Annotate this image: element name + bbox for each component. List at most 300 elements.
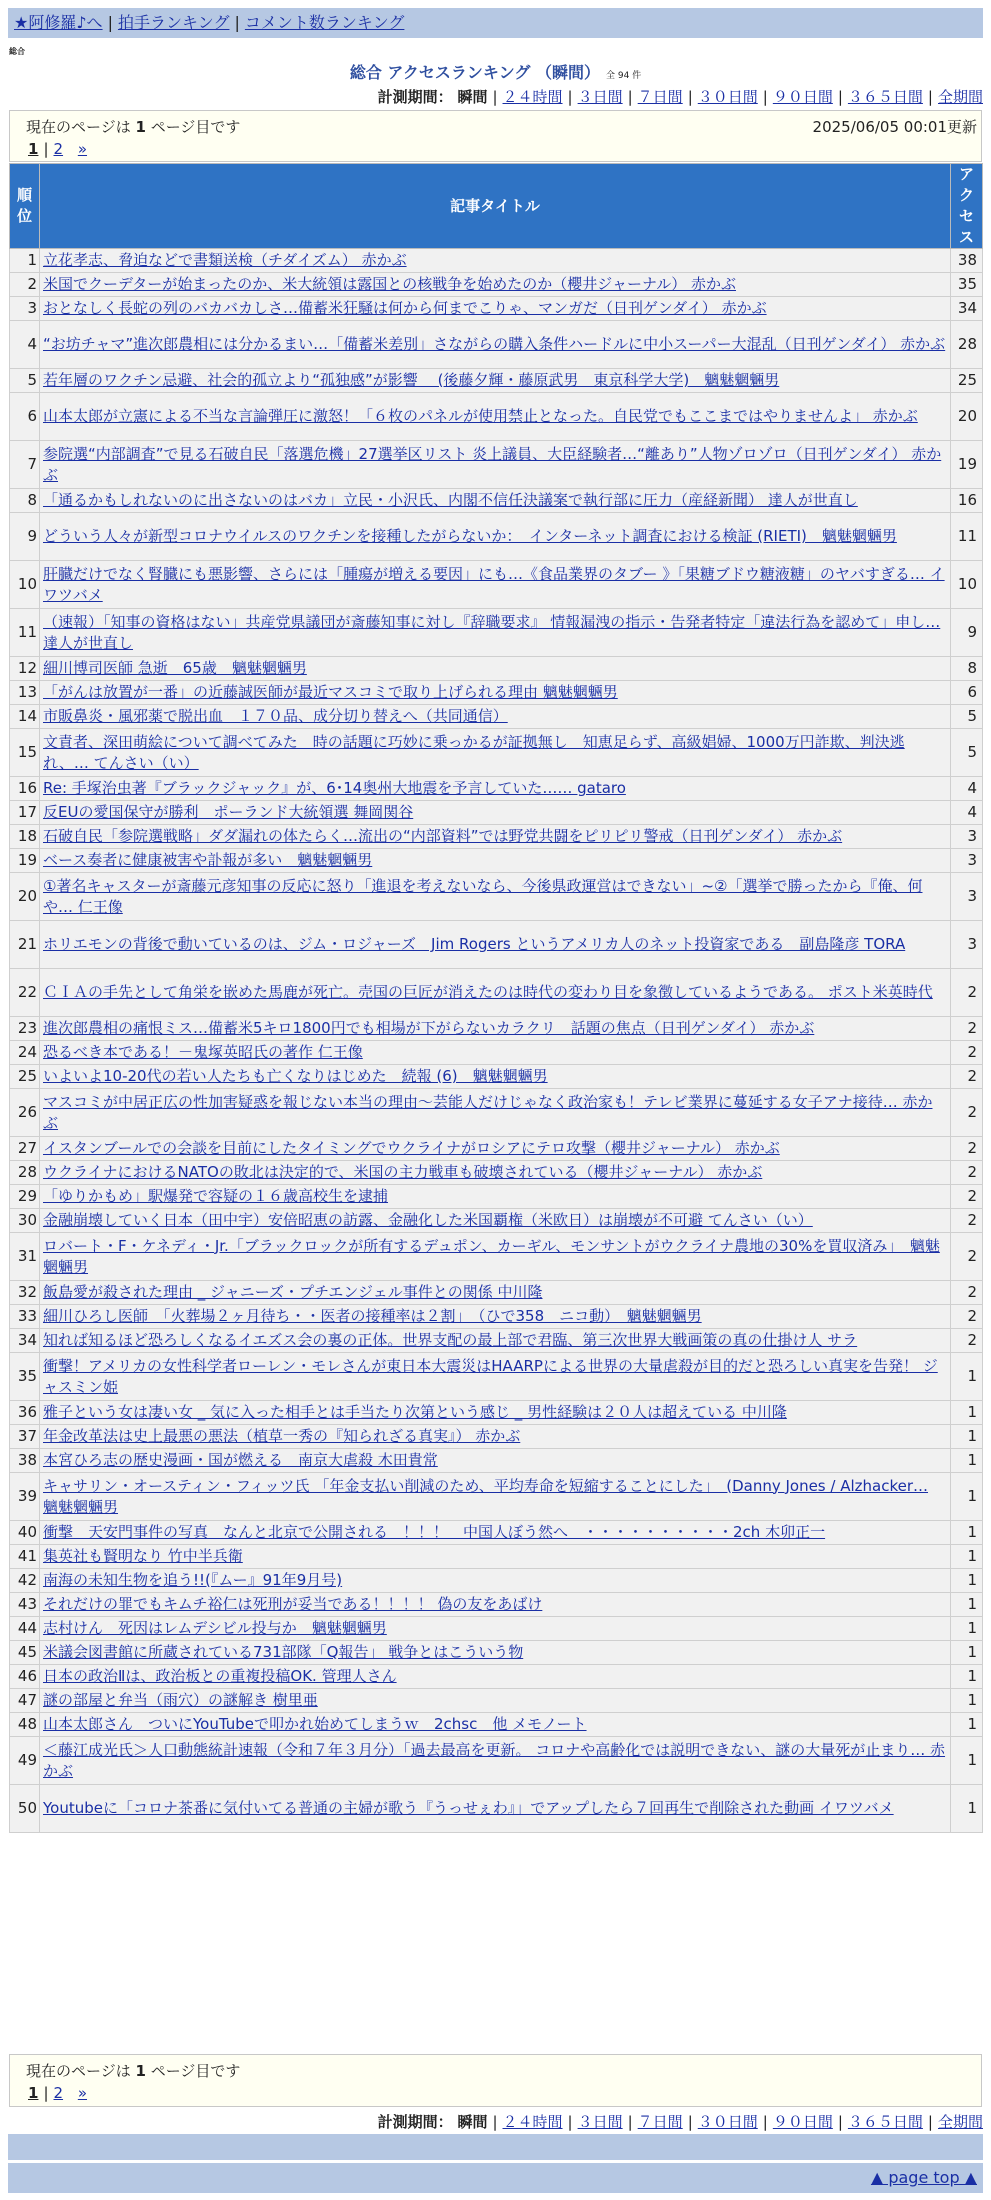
pagination-top: 1 | 2 » [28,140,88,158]
access-count: 5 [951,729,983,777]
rank-number: 41 [10,1545,40,1569]
table-row [10,1233,983,1281]
access-count: 4 [951,801,983,825]
rank-number: 42 [10,1569,40,1593]
access-count: 1 [951,1401,983,1425]
article-title-link[interactable]: 衝撃！アメリカの女性科学者ローレン・モレさんが東日本大震災はHAARPによる世界の大量虐殺が目的だと恐ろしい真実を告発！ ジャスミン姫 [43,1356,938,1396]
access-count: 38 [951,249,983,273]
pagination-bottom: 1 | 2 » [28,2084,88,2102]
article-title-cell [40,1545,951,1569]
article-title-link[interactable]: 肝臓だけでなく腎臓にも悪影響、さらには「腫瘍が増える要因」にも…《食品業界のタブー 》「果糖ブドウ糖液糖」のヤバすぎる… イワツバメ [43,564,945,604]
article-title-link[interactable]: 雅子という女は凄い女 _ 気に入った相手とは手当たり次第という感じ _ 男性経験は２０人は超えている 中川隆 [43,1403,787,1421]
table-row [10,681,983,705]
article-title-link[interactable]: 「がんは放置が一番」の近藤誠医師が最近マスコミで取り上げられる理由 魑魅魍魎男 [43,683,618,701]
period-link-all[interactable]: 全期間 [937,2113,983,2131]
access-count: 1 [951,1617,983,1641]
article-title-cell [40,1353,951,1401]
table-row [10,1665,983,1689]
access-count: 9 [951,609,983,657]
access-count: 2 [951,1137,983,1161]
rank-number: 29 [10,1185,40,1209]
nav-separator: | [234,13,240,32]
article-title-cell [40,1593,951,1617]
period-link-90d[interactable]: ９０日間 [772,88,833,106]
table-row [10,1593,983,1617]
table-row [10,657,983,681]
article-title-cell [40,273,951,297]
period-label: 計測期間： [377,2113,453,2131]
article-title-link[interactable]: 細川博司医師 急逝 65歳 魑魅魍魎男 [43,659,307,677]
article-title-cell [40,1305,951,1329]
table-row [10,1281,983,1305]
rank-number: 40 [10,1521,40,1545]
access-count: 1 [951,1569,983,1593]
access-count: 10 [951,561,983,609]
article-title-cell [40,705,951,729]
article-title-link[interactable]: 「ゆりかもめ」駅爆発で容疑の１６歳高校生を逮捕 [43,1187,389,1205]
table-row [10,1161,983,1185]
rank-number: 50 [10,1785,40,1833]
period-link-24h[interactable]: ２４時間 [502,88,563,106]
table-row [10,1329,983,1353]
article-title-cell [40,1017,951,1041]
article-title-link[interactable]: 反EUの愛国保守が勝利 ポーランド大統領選 舞岡関谷 [43,803,414,821]
nav-link-applause-ranking[interactable]: 拍手ランキング [117,13,230,32]
table-row [10,1473,983,1521]
article-title-link[interactable]: 謎の部屋と弁当（雨穴）の謎解き 樹里亜 [43,1691,318,1709]
rank-number: 44 [10,1617,40,1641]
table-row [10,1689,983,1713]
article-title-link[interactable]: “お坊チャマ”進次郎農相には分かるまい…「備蓄米差別」さながらの購入条件ハードルに中小スーパー大混乱（日刊ゲンダイ） 赤かぶ [43,335,946,353]
rank-number: 14 [10,705,40,729]
article-title-cell [40,921,951,969]
table-row [10,441,983,489]
rank-number: 12 [10,657,40,681]
rank-number: 47 [10,1689,40,1713]
article-title-cell [40,1785,951,1833]
current-page-number: 1 [135,2062,146,2080]
period-link-3d[interactable]: ３日間 [577,88,623,106]
rank-number: 18 [10,825,40,849]
rank-number: 21 [10,921,40,969]
article-title-link[interactable]: 立花孝志、脅迫などで書類送検（チダイズム） 赤かぶ [43,251,407,269]
period-selector-top: 計測期間： 瞬間 | ２４時間 | ３日間 | ７日間 | ３０日間 | ９０日間 | ３６５日間 | 全期間 [377,88,983,106]
page-info-text: 現在のページは 1 ページ目です [26,2062,241,2080]
page-link-2[interactable]: 2 [53,2084,64,2102]
rank-number: 25 [10,1065,40,1089]
access-count: 35 [951,273,983,297]
access-count: 5 [951,705,983,729]
article-title-link[interactable]: 恐るべき本である！－鬼塚英昭氏の著作 仁王像 [43,1043,363,1061]
period-link-365d[interactable]: ３６５日間 [847,2113,923,2131]
rank-number: 33 [10,1305,40,1329]
table-row [10,1449,983,1473]
table-row [10,1089,983,1137]
table-row [10,1521,983,1545]
table-row [10,489,983,513]
rank-number: 23 [10,1017,40,1041]
article-title-cell [40,441,951,489]
rank-number: 20 [10,873,40,921]
access-count: 2 [951,1185,983,1209]
article-title-link[interactable]: 進次郎農相の痛恨ミス…備蓄米5キロ1800円でも相場が下がらないカラクリ 話題の焦点（日刊ゲンダイ） 赤かぶ [43,1019,815,1037]
article-title-cell [40,777,951,801]
total-count: 全 94 件 [606,71,642,81]
nav-separator: | [107,13,113,32]
rank-number: 45 [10,1641,40,1665]
access-count: 1 [951,1641,983,1665]
rank-number: 3 [10,297,40,321]
article-title-cell [40,681,951,705]
article-title-cell [40,1473,951,1521]
access-count: 2 [951,1281,983,1305]
table-row [10,369,983,393]
table-row [10,705,983,729]
table-row [10,729,983,777]
article-title-link[interactable]: イスタンブールでの会談を目前にしたタイミングでウクライナがロシアにテロ攻撃（櫻井ジャーナル） 赤かぶ [43,1139,780,1157]
rank-number: 9 [10,513,40,561]
article-title-cell [40,609,951,657]
article-title-cell [40,1233,951,1281]
article-title-link[interactable]: ロバート・F・ケネディ・Jr.「ブラックロックが所有するデュポン、カーギル、モンサントがウクライナ農地の30%を買収済み」 魑魅魍魎男 [43,1236,940,1276]
footer-bar [8,2134,983,2160]
article-title-link[interactable]: ＜藤江成光氏＞人口動態統計速報（令和７年３月分）「過去最高を更新。 コロナや高齢化では説明できない、謎の大量死が止まり… 赤かぶ [43,1740,946,1780]
access-count: 4 [951,777,983,801]
rank-number: 15 [10,729,40,777]
footer-pagetop-bar [8,2163,983,2193]
article-title-cell [40,1185,951,1209]
article-title-link[interactable]: 衝撃 天安門事件の写真 なんと北京で公開される ！！！ 中国人ぼう然へ ・・・・・・・・・・2ch 木卯正一 [43,1523,826,1541]
period-selector-bottom: 計測期間： 瞬間 | ２４時間 | ３日間 | ７日間 | ３０日間 | ９０日間 | ３６５日間 | 全期間 [377,2113,983,2131]
article-title-cell [40,393,951,441]
access-count: 2 [951,1161,983,1185]
access-count: 3 [951,825,983,849]
article-title-link[interactable]: 米議会図書館に所蔵されている731部隊「Q報告」 戦争とはこういう物 [43,1643,524,1661]
access-count: 1 [951,1689,983,1713]
table-row [10,777,983,801]
article-title-link[interactable]: 飯島愛が殺された理由 _ ジャニーズ・プチエンジェル事件との関係 中川隆 [43,1283,543,1301]
header-access: アクセス [951,164,983,249]
article-title-link[interactable]: ホリエモンの背後で動いているのは、ジム・ロジャーズ Jim Rogers というアメリカ人のネット投資家である 副島隆彦 TORA [43,935,906,953]
article-title-link[interactable]: 知れば知るほど恐ろしくなるイエズス会の裏の正体。世界支配の最上部で君臨、第三次世界大戦画策の真の仕掛け人 サラ [43,1331,858,1349]
article-title-link[interactable]: キャサリン・オースティン・フィッツ氏 「年金支払い削減のため、平均寿命を短縮することにした」 (Danny Jones / Alzhacker… 魑魅魍魎男 [43,1476,929,1516]
table-row [10,297,983,321]
article-title-cell [40,369,951,393]
period-link-7d[interactable]: ７日間 [637,88,683,106]
article-title-cell [40,1137,951,1161]
page-next-link[interactable]: » [77,2084,88,2102]
access-count: 34 [951,297,983,321]
rank-number: 19 [10,849,40,873]
rank-number: 26 [10,1089,40,1137]
rank-number: 5 [10,369,40,393]
table-row [10,1353,983,1401]
access-count: 1 [951,1545,983,1569]
access-count: 16 [951,489,983,513]
article-title-cell [40,849,951,873]
article-title-cell [40,1089,951,1137]
table-row [10,1569,983,1593]
access-count: 1 [951,1353,983,1401]
current-page-number: 1 [135,118,146,136]
page-link-1: 1 [28,140,39,158]
rank-number: 43 [10,1593,40,1617]
table-row [10,393,983,441]
header-title: 記事タイトル [40,164,951,249]
article-title-cell [40,1737,951,1785]
article-title-cell [40,801,951,825]
period-link-90d[interactable]: ９０日間 [772,2113,833,2131]
page-info-top [9,110,982,162]
article-title-link[interactable]: 市販鼻炎・風邪薬で脱出血 １７０品、成分切り替えへ（共同通信） [43,707,508,725]
table-row [10,801,983,825]
article-title-link[interactable]: 志村けん 死因はレムデシビル投与か 魑魅魍魎男 [43,1619,387,1637]
table-row [10,921,983,969]
period-link-3d[interactable]: ３日間 [577,2113,623,2131]
rank-number: 11 [10,609,40,657]
access-count: 2 [951,1233,983,1281]
article-title-cell [40,1641,951,1665]
article-title-cell [40,657,951,681]
rank-number: 34 [10,1329,40,1353]
article-title-cell [40,297,951,321]
access-count: 2 [951,1209,983,1233]
ranking-table-body [10,249,983,1833]
access-count: 1 [951,1425,983,1449]
article-title-link[interactable]: ①著名キャスターが斎藤元彦知事の反応に怒り「進退を考えないなら、今後県政運営はできない」~②「選挙で勝ったから『俺、何や… 仁王像 [43,876,923,916]
table-row [10,273,983,297]
article-title-link[interactable]: 集英社も賢明なり 竹中半兵衛 [43,1547,243,1565]
table-row [10,1401,983,1425]
article-title-link[interactable]: 日本の政治Ⅱは、政治板との重複投稿OK. 管理人さん [43,1667,397,1685]
access-count: 2 [951,1065,983,1089]
article-title-link[interactable]: 「通るかもしれないのに出さないのはバカ」立民・小沢氏、内閣不信任決議案で執行部に圧力（産経新聞） 達人が世直し [43,491,858,509]
header-rank: 順位 [10,164,40,249]
period-link-24h[interactable]: ２４時間 [502,2113,563,2131]
article-title-cell [40,1161,951,1185]
article-title-cell [40,249,951,273]
rank-number: 7 [10,441,40,489]
article-title-cell [40,1569,951,1593]
article-title-cell [40,1713,951,1737]
table-row [10,873,983,921]
article-title-link[interactable]: 米国でクーデターが始まったのか、米大統領は露国との核戦争を始めたのか（櫻井ジャーナル） 赤かぶ [43,275,736,293]
article-title-cell [40,969,951,1017]
article-title-link[interactable]: 金融崩壊していく日本（田中宇）安倍昭恵の訪露、金融化した米国覇権（米欧日）は崩壊が不可避 てんさい（い） [43,1211,813,1229]
rank-number: 10 [10,561,40,609]
article-title-link[interactable]: 南海の未知生物を追う!!(『ムー』91年9月号) [43,1571,343,1589]
article-title-cell [40,321,951,369]
article-title-link[interactable]: （速報）「知事の資格はない」共産党県議団が斎藤知事に対し『辞職要求』 情報漏洩の指示・告発者特定「違法行為を認めて」申し… 達人が世直し [43,612,941,652]
access-count: 25 [951,369,983,393]
article-title-cell [40,1209,951,1233]
table-row [10,321,983,369]
rank-number: 24 [10,1041,40,1065]
table-row [10,825,983,849]
rank-number: 39 [10,1473,40,1521]
table-row [10,1137,983,1161]
article-title-link[interactable]: 文責者、深田萌絵について調べてみた 時の話題に巧妙に乗っかるが証拠無し 知恵足らず、高級娼婦、1000万円詐欺、判決逃れ、… てんさい（い） [43,732,905,772]
article-title-cell [40,1617,951,1641]
access-count: 1 [951,1449,983,1473]
table-row [10,1785,983,1833]
period-link-365d[interactable]: ３６５日間 [847,88,923,106]
article-title-cell [40,489,951,513]
article-title-link[interactable]: 参院選“内部調査”で見る石破自民「落選危機」27選挙区リスト 炎上議員、大臣経験者…“離あり”人物ゾロゾロ（日刊ゲンダイ） 赤かぶ [43,444,942,484]
rank-number: 27 [10,1137,40,1161]
period-current: 瞬間 [457,88,488,106]
table-row [10,1737,983,1785]
rank-number: 49 [10,1737,40,1785]
article-title-link[interactable]: ベース奏者に健康被害や訃報が多い 魑魅魍魎男 [43,851,373,869]
table-row [10,1713,983,1737]
rank-number: 38 [10,1449,40,1473]
article-title-cell [40,1449,951,1473]
page-title-text: 総合 アクセスランキング （瞬間） [349,63,600,82]
period-link-30d[interactable]: ３０日間 [697,88,758,106]
article-title-link[interactable]: いよいよ10-20代の若い人たちも亡くなりはじめた 続報 (6) 魑魅魍魎男 [43,1067,548,1085]
page-info-bottom [9,2054,982,2107]
rank-number: 32 [10,1281,40,1305]
article-title-cell [40,1041,951,1065]
rank-number: 13 [10,681,40,705]
access-count: 1 [951,1713,983,1737]
table-row [10,969,983,1017]
table-row [10,1209,983,1233]
access-count: 2 [951,1089,983,1137]
article-title-cell [40,513,951,561]
access-count: 28 [951,321,983,369]
rank-number: 46 [10,1665,40,1689]
rank-number: 28 [10,1161,40,1185]
table-row [10,249,983,273]
article-title-cell [40,873,951,921]
access-count: 3 [951,873,983,921]
article-title-link[interactable]: それだけの罪でもキムチ裕仁は死刑が妥当である！！！！ 偽の友をあばけ [43,1595,543,1613]
article-title-cell [40,1281,951,1305]
article-title-link[interactable]: どういう人々が新型コロナウイルスのワクチンを接種したがらないか： インターネット調査における検証 (RIETI) 魑魅魍魎男 [43,527,897,545]
table-header-row [10,164,983,249]
article-title-link[interactable]: 本宮ひろ志の歴史漫画・国が燃える 南京大虐殺 木田貴常 [43,1451,438,1469]
rank-number: 17 [10,801,40,825]
rank-number: 36 [10,1401,40,1425]
article-title-link[interactable]: おとなしく長蛇の列のバカバカしさ…備蓄米狂騒は何から何までこりゃ、マンガだ（日刊ゲンダイ） 赤かぶ [43,299,767,317]
table-row [10,1305,983,1329]
rank-number: 1 [10,249,40,273]
article-title-cell [40,1689,951,1713]
article-title-link[interactable]: Youtubeに「コロナ茶番に気付いてる普通の主婦が歌う『うっせぇわ』」でアップしたら７回再生で削除された動画 イワツバメ [43,1799,894,1817]
period-link-7d[interactable]: ７日間 [637,2113,683,2131]
period-link-30d[interactable]: ３０日間 [697,2113,758,2131]
article-title-cell [40,1665,951,1689]
table-row [10,1425,983,1449]
article-title-cell [40,1425,951,1449]
access-count: 1 [951,1521,983,1545]
rank-number: 30 [10,1209,40,1233]
updated-timestamp: 2025/06/05 00:01更新 [812,118,977,136]
article-title-link[interactable]: 山本太郎が立憲による不当な言論弾圧に激怒！「６枚のパネルが使用禁止となった。自民党でもここまではやりませんよ」 赤かぶ [43,407,918,425]
rank-number: 4 [10,321,40,369]
access-count: 1 [951,1473,983,1521]
rank-number: 22 [10,969,40,1017]
table-row [10,1185,983,1209]
article-title-link[interactable]: 細川ひろし医師 「火葬場２ヶ月待ち・・医者の接種率は２割」 （ひで358 ニコ動） 魑魅魍魎男 [43,1307,702,1325]
article-title-link[interactable]: 若年層のワクチン忌避、社会的孤立より“孤独感”が影響 (後藤夕輝・藤原武男 東京科学大学) 魑魅魍魎男 [43,371,780,389]
rank-number: 2 [10,273,40,297]
access-count: 3 [951,849,983,873]
rank-number: 8 [10,489,40,513]
article-title-cell [40,1065,951,1089]
article-title-cell [40,561,951,609]
article-title-link[interactable]: ＣＩＡの手先として角栄を嵌めた馬鹿が死亡。売国の巨匠が消えたのは時代の変わり目を象徴しているようである。 ポスト米英時代 [43,983,933,1001]
rank-number: 16 [10,777,40,801]
access-count: 2 [951,1329,983,1353]
table-row [10,1545,983,1569]
page-link-2[interactable]: 2 [53,140,64,158]
table-row [10,609,983,657]
article-title-link[interactable]: Re: 手塚治虫著『ブラックジャック』が、6･14奥州大地震を予言していた…… gataro [43,779,626,797]
access-count: 1 [951,1665,983,1689]
article-title-cell [40,825,951,849]
page-top-link[interactable]: ▲ page top ▲ [870,2168,977,2187]
table-row [10,513,983,561]
article-title-cell [40,1401,951,1425]
access-count: 1 [951,1737,983,1785]
access-count: 8 [951,657,983,681]
access-count: 6 [951,681,983,705]
access-count: 20 [951,393,983,441]
period-link-all[interactable]: 全期間 [937,88,983,106]
page-title [0,60,991,83]
rank-number: 6 [10,393,40,441]
article-title-link[interactable]: 石破自民「参院選戦略」ダダ漏れの体たらく…流出の“内部資料”では野党共闘をピリピリ警戒（日刊ゲンダイ） 赤かぶ [43,827,843,845]
article-title-link[interactable]: マスコミが中居正広の性加害疑惑を報じない本当の理由～芸能人だけじゃなく政治家も！テレビ業界に蔓延する女子アナ接待… 赤かぶ [43,1092,933,1132]
table-row [10,1017,983,1041]
article-title-cell [40,729,951,777]
table-row [10,1041,983,1065]
rank-number: 31 [10,1233,40,1281]
article-title-cell [40,1329,951,1353]
rank-number: 48 [10,1713,40,1737]
table-row [10,1641,983,1665]
table-row [10,1065,983,1089]
access-count: 2 [951,969,983,1017]
access-count: 19 [951,441,983,489]
page-link-1: 1 [28,2084,39,2102]
access-count: 2 [951,1041,983,1065]
rank-number: 37 [10,1425,40,1449]
article-title-link[interactable]: ウクライナにおけるNATOの敗北は決定的で、米国の主力戦車も破壊されている（櫻井ジャーナル） 赤かぶ [43,1163,763,1181]
access-count: 1 [951,1785,983,1833]
access-count: 3 [951,921,983,969]
period-label: 計測期間： [377,88,453,106]
access-count: 2 [951,1305,983,1329]
period-current: 瞬間 [457,2113,488,2131]
top-nav-bar [8,8,983,38]
page-info-text: 現在のページは 1 ページ目です [26,118,241,136]
ranking-table [9,163,983,1833]
table-row [10,561,983,609]
nav-link-asyura[interactable]: ★阿修羅♪へ [14,13,103,32]
access-count: 1 [951,1593,983,1617]
article-title-link[interactable]: 山本太郎さん ついにYouTubeで叩かれ始めてしまうｗ 2chsc 他 メモノート [43,1715,587,1733]
page-next-link[interactable]: » [77,140,88,158]
table-row [10,1617,983,1641]
breadcrumb: 総合 [9,47,25,56]
article-title-link[interactable]: 年金改革法は史上最悪の悪法（植草一秀の『知られざる真実』） 赤かぶ [43,1427,521,1445]
table-row [10,849,983,873]
nav-link-comment-ranking[interactable]: コメント数ランキング [244,13,405,32]
